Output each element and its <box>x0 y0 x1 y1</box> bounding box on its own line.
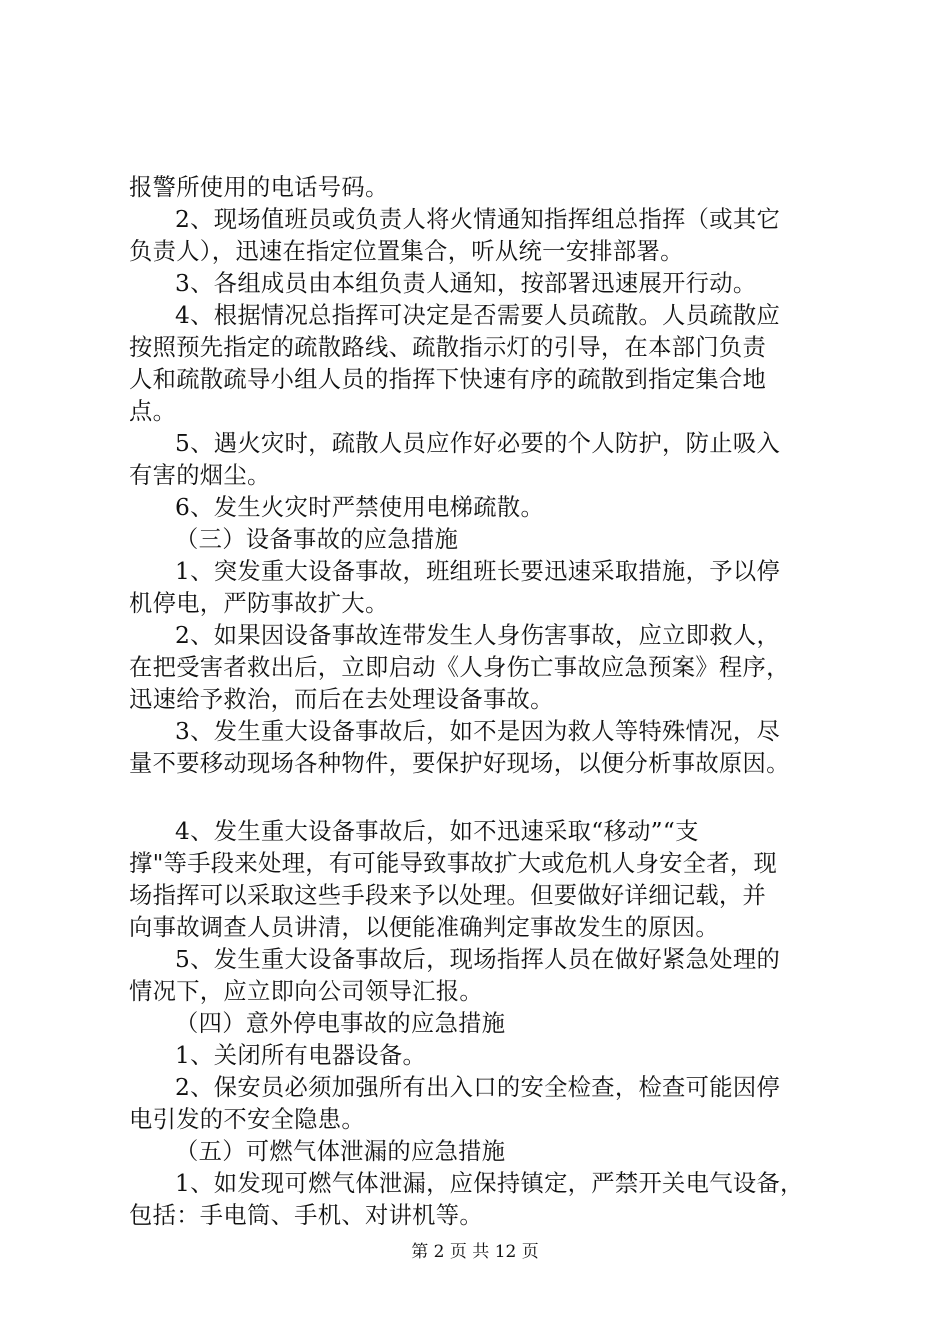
text-line: 撑"等手段来处理，有可能导致事故扩大或危机人身安全者，现 <box>129 850 778 877</box>
section-heading: （三）设备事故的应急措施 <box>175 526 459 553</box>
text-line: 报警所使用的电话号码。 <box>129 174 389 201</box>
text-line: 负责人），迅速在指定位置集合，听从统一安排部署。 <box>129 238 684 265</box>
paragraph-block-a <box>129 172 829 780</box>
text-line: 2、如果因设备事故连带发生人身伤害事故，应立即救人， <box>175 622 781 649</box>
text-line: 电引发的不安全隐患。 <box>129 1106 365 1133</box>
text-line: 按照预先指定的疏散路线、疏散指示灯的引导，在本部门负责 <box>129 334 767 361</box>
text-line: 有害的烟尘。 <box>129 462 271 489</box>
text-line: 包括：手电筒、手机、对讲机等。 <box>129 1202 483 1229</box>
text-line: 向事故调查人员讲清，以便能准确判定事故发生的原因。 <box>129 914 719 941</box>
paragraph-block-b <box>129 816 829 1232</box>
text-line: 情况下，应立即向公司领导汇报。 <box>129 978 483 1005</box>
section-heading: （五）可燃气体泄漏的应急措施 <box>175 1138 506 1165</box>
text-line: 1、如发现可燃气体泄漏，应保持镇定，严禁开关电气设备， <box>175 1170 804 1197</box>
text-line: 3、各组成员由本组负责人通知，按部署迅速展开行动。 <box>175 270 757 297</box>
section-heading: （四）意外停电事故的应急措施 <box>175 1010 506 1037</box>
text-line: 5、发生重大设备事故后，现场指挥人员在做好紧急处理的 <box>175 946 781 973</box>
text-line: 6、发生火灾时严禁使用电梯疏散。 <box>175 494 545 521</box>
text-line: 3、发生重大设备事故后，如不是因为救人等特殊情况，尽 <box>175 718 781 745</box>
text-line: 场指挥可以采取这些手段来予以处理。但要做好详细记载，并 <box>129 882 767 909</box>
document-body <box>129 172 829 1232</box>
text-line: 量不要移动现场各种物件，要保护好现场，以便分析事故原因。 <box>129 750 790 777</box>
text-line: 在把受害者救出后，立即启动《人身伤亡事故应急预案》程序， <box>129 654 790 681</box>
text-line: 机停电，严防事故扩大。 <box>129 590 389 617</box>
text-line: 4、发生重大设备事故后，如不迅速采取“移动”“支 <box>175 818 699 845</box>
text-line: 人和疏散疏导小组人员的指挥下快速有序的疏散到指定集合地 <box>129 366 767 393</box>
text-line: 1、关闭所有电器设备。 <box>175 1042 427 1069</box>
text-line: 2、现场值班员或负责人将火情通知指挥组总指挥（或其它 <box>175 206 781 233</box>
paragraph-gap <box>129 780 829 816</box>
text-line: 1、突发重大设备事故，班组班长要迅速采取措施，予以停 <box>175 558 781 585</box>
text-line: 2、保安员必须加强所有出入口的安全检查，检查可能因停 <box>175 1074 781 1101</box>
page-number-footer: 第 2 页 共 12 页 <box>411 1242 539 1262</box>
text-line: 迅速给予救治，而后在去处理设备事故。 <box>129 686 554 713</box>
text-line: 点。 <box>129 398 177 425</box>
text-line: 4、根据情况总指挥可决定是否需要人员疏散。人员疏散应 <box>175 302 781 329</box>
text-line: 5、遇火灾时，疏散人员应作好必要的个人防护，防止吸入 <box>175 430 781 457</box>
